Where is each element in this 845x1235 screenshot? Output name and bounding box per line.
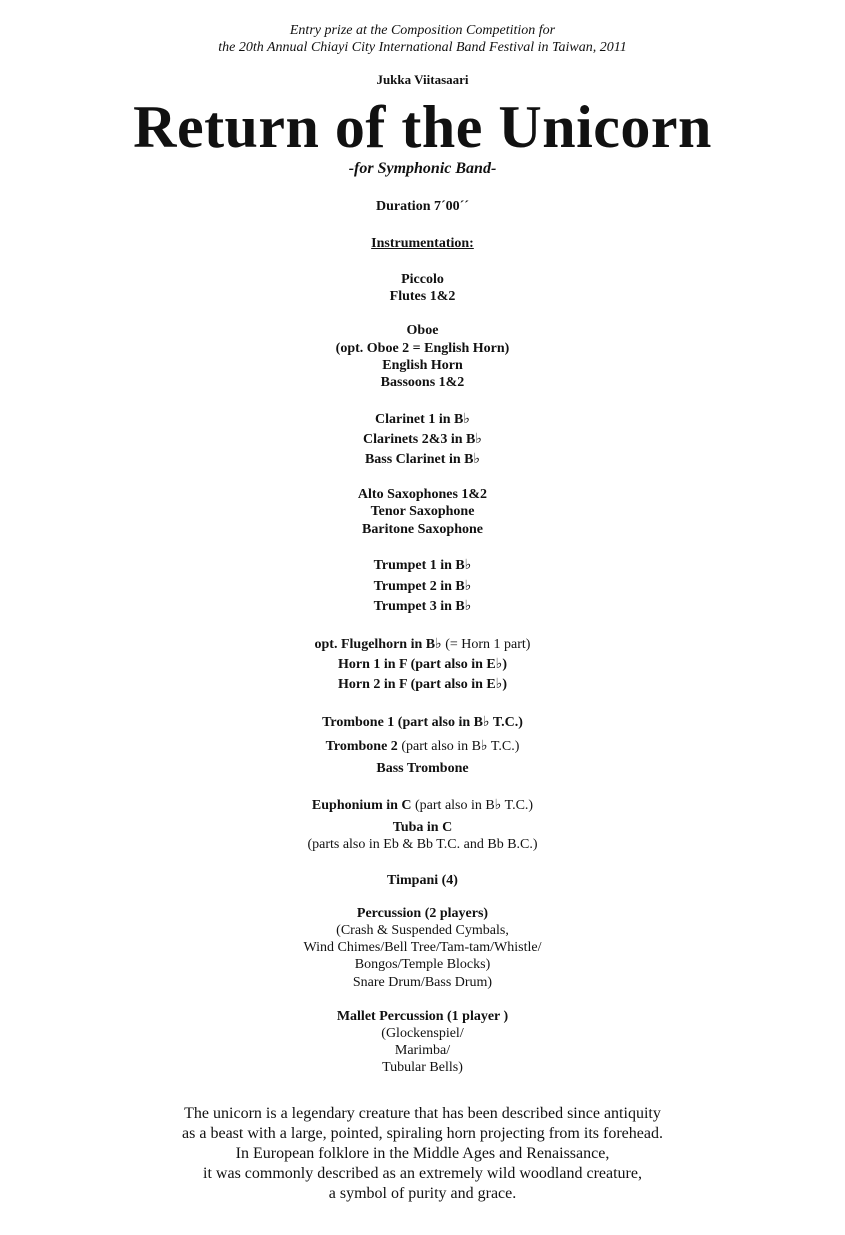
instrument-percussion: Percussion (2 players) (356, 906, 489, 921)
instrument-piccolo: Piccolo (401, 272, 444, 287)
piece-title: Return of the Unicorn (133, 94, 712, 160)
instrument-trumpet-2: Trumpet 2 in B♭ (373, 579, 472, 594)
percussion-detail-3: Bongos/Temple Blocks) (354, 957, 491, 972)
mallet-detail-1: (Glockenspiel/ (381, 1026, 464, 1041)
prize-line-2: the 20th Annual Chiayi City International Band Festival in Taiwan, 2011 (218, 40, 627, 55)
instrument-timpani: Timpani (4) (387, 873, 458, 888)
instrument-tenor-saxophone: Tenor Saxophone (370, 504, 475, 519)
description-line-5: a symbol of purity and grace. (328, 1185, 517, 1202)
description-line-2: as a beast with a large, pointed, spiraling horn projecting from its forehead. (182, 1125, 663, 1142)
instrument-horn-2: Horn 2 in F (part also in E♭) (337, 677, 508, 692)
percussion-detail-2: Wind Chimes/Bell Tree/Tam-tam/Whistle/ (303, 940, 542, 955)
percussion-detail-1: (Crash & Suspended Cymbals, (336, 923, 509, 938)
instrument-trumpet-1: Trumpet 1 in B♭ (373, 558, 472, 573)
instrument-clarinet-1: Clarinet 1 in B♭ (375, 412, 470, 427)
instrument-bassoons: Bassoons 1&2 (380, 375, 465, 390)
instrument-flutes: Flutes 1&2 (389, 289, 456, 304)
instrumentation-heading: Instrumentation: (371, 236, 474, 251)
instrument-euphonium (0, 797, 845, 814)
instrument-english-horn: English Horn (382, 358, 463, 373)
trombone-2-label: Trombone 2 (325, 739, 398, 754)
piece-subtitle: -for Symphonic Band- (348, 160, 497, 177)
flugelhorn-note: (= Horn 1 part) (441, 637, 531, 652)
mallet-detail-2: Marimba/ (394, 1043, 451, 1058)
mallet-detail-3: Tubular Bells) (382, 1060, 463, 1075)
instrument-horn-1: Horn 1 in F (part also in E♭) (337, 657, 508, 672)
euphonium-note: (part also in B♭ T.C.) (411, 798, 534, 813)
trombone-2-note: (part also in B♭ T.C.) (397, 739, 520, 754)
euphonium-label: Euphonium in C (311, 798, 412, 813)
description-line-1: The unicorn is a legendary creature that has been described since antiquity (184, 1105, 661, 1122)
instrument-mallet-percussion: Mallet Percussion (1 player ) (336, 1009, 509, 1024)
instrument-tuba-note: (parts also in Eb & Bb T.C. and Bb B.C.) (307, 837, 538, 852)
instrument-tuba: Tuba in C (392, 820, 453, 835)
instrument-oboe: Oboe (406, 323, 439, 338)
flugelhorn-label: opt. Flugelhorn in B♭ (314, 637, 442, 652)
composer-name: Jukka Viitasaari (376, 72, 469, 87)
instrument-trombone-1: Trombone 1 (part also in B♭ T.C.) (322, 715, 523, 730)
instrument-flugelhorn (0, 636, 845, 653)
instrument-trumpet-3: Trumpet 3 in B♭ (373, 599, 472, 614)
percussion-detail-4: Snare Drum/Bass Drum) (352, 975, 493, 990)
instrument-bass-trombone: Bass Trombone (376, 761, 469, 776)
description-line-4: it was commonly described as an extremely wild woodland creature, (203, 1165, 642, 1182)
instrument-clarinets-2-3: Clarinets 2&3 in B♭ (363, 432, 482, 447)
description-line-3: In European folklore in the Middle Ages and Renaissance, (235, 1145, 610, 1162)
prize-line-1: Entry prize at the Composition Competition for (289, 23, 556, 38)
instrument-alto-saxophones: Alto Saxophones 1&2 (357, 487, 488, 502)
instrument-trombone-2 (0, 738, 845, 755)
instrument-baritone-saxophone: Baritone Saxophone (362, 522, 483, 537)
duration: Duration 7´00´´ (376, 199, 469, 214)
instrument-bass-clarinet: Bass Clarinet in B♭ (364, 452, 481, 467)
instrument-oboe-option: (opt. Oboe 2 = English Horn) (335, 341, 510, 356)
